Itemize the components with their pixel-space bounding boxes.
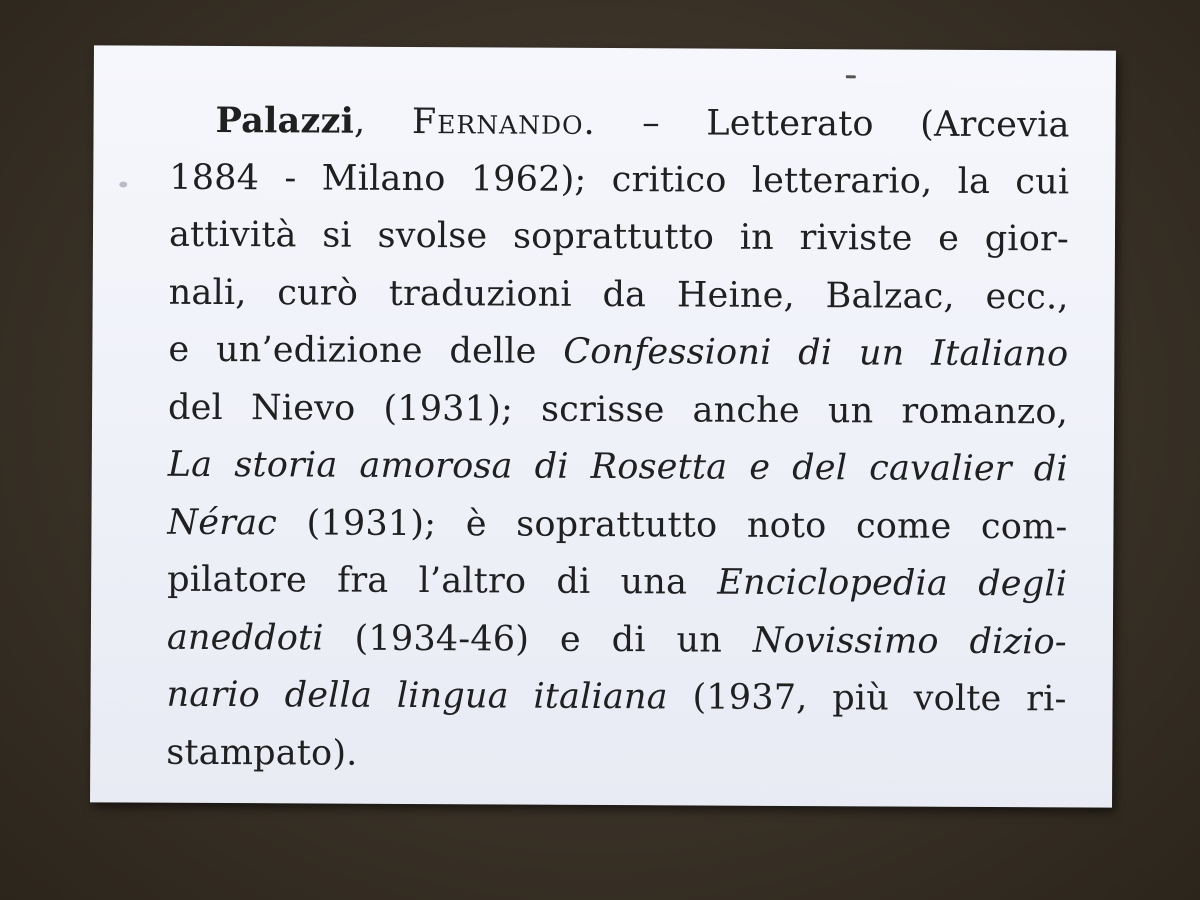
entry-line <box>169 264 1069 326</box>
italic-title: Novissimo dizio- <box>752 620 1067 662</box>
text-run: , <box>353 101 412 142</box>
ink-dot <box>846 75 856 78</box>
encyclopedia-entry <box>166 92 1070 787</box>
italic-title: La storia amorosa di Rosetta e del cavalier di <box>167 444 1068 490</box>
text-run: stampato). <box>166 732 358 774</box>
entry-line <box>167 609 1067 671</box>
text-run: (1937, più volte ri- <box>667 677 1067 720</box>
entry-line <box>169 92 1069 154</box>
text-run: – Letterato (Arcevia <box>595 102 1070 146</box>
text-run: del Nievo (1931); scrisse anche un romanzo, <box>167 387 1069 432</box>
paper-speck <box>119 181 127 187</box>
text-run: (1934-46) e di un <box>323 618 753 661</box>
entry-line <box>167 494 1067 556</box>
text-run: e un’edizione delle <box>168 329 564 372</box>
headword: Palazzi <box>215 99 355 142</box>
entry-line <box>169 149 1069 211</box>
entry-line <box>166 724 1066 786</box>
italic-title: aneddoti <box>166 617 324 659</box>
text-run: (1931); è soprattutto noto come com- <box>276 502 1068 547</box>
given-name: Fernando. <box>411 101 596 143</box>
entry-line <box>168 322 1068 384</box>
italic-title: Enciclopedia degli <box>717 562 1068 605</box>
text-run: 1884 - Milano 1962); critico letterario, la cui <box>169 157 1070 202</box>
text-run: nali, curò traduzioni da Heine, Balzac, ecc., <box>168 272 1069 317</box>
entry-line <box>166 667 1066 729</box>
entry-line <box>167 552 1067 614</box>
italic-title: Nérac <box>167 502 278 543</box>
text-run: pilatore fra l’altro di una <box>167 559 718 603</box>
paper-clipping <box>90 45 1116 807</box>
text-run: attività si svolse soprattutto in riviste e gior- <box>168 214 1070 260</box>
entry-line <box>169 207 1069 269</box>
entry-line <box>168 379 1068 441</box>
italic-title: Confessioni di un Italiano <box>563 331 1069 375</box>
italic-title: nario della lingua italiana <box>166 674 668 718</box>
entry-line <box>168 437 1068 499</box>
